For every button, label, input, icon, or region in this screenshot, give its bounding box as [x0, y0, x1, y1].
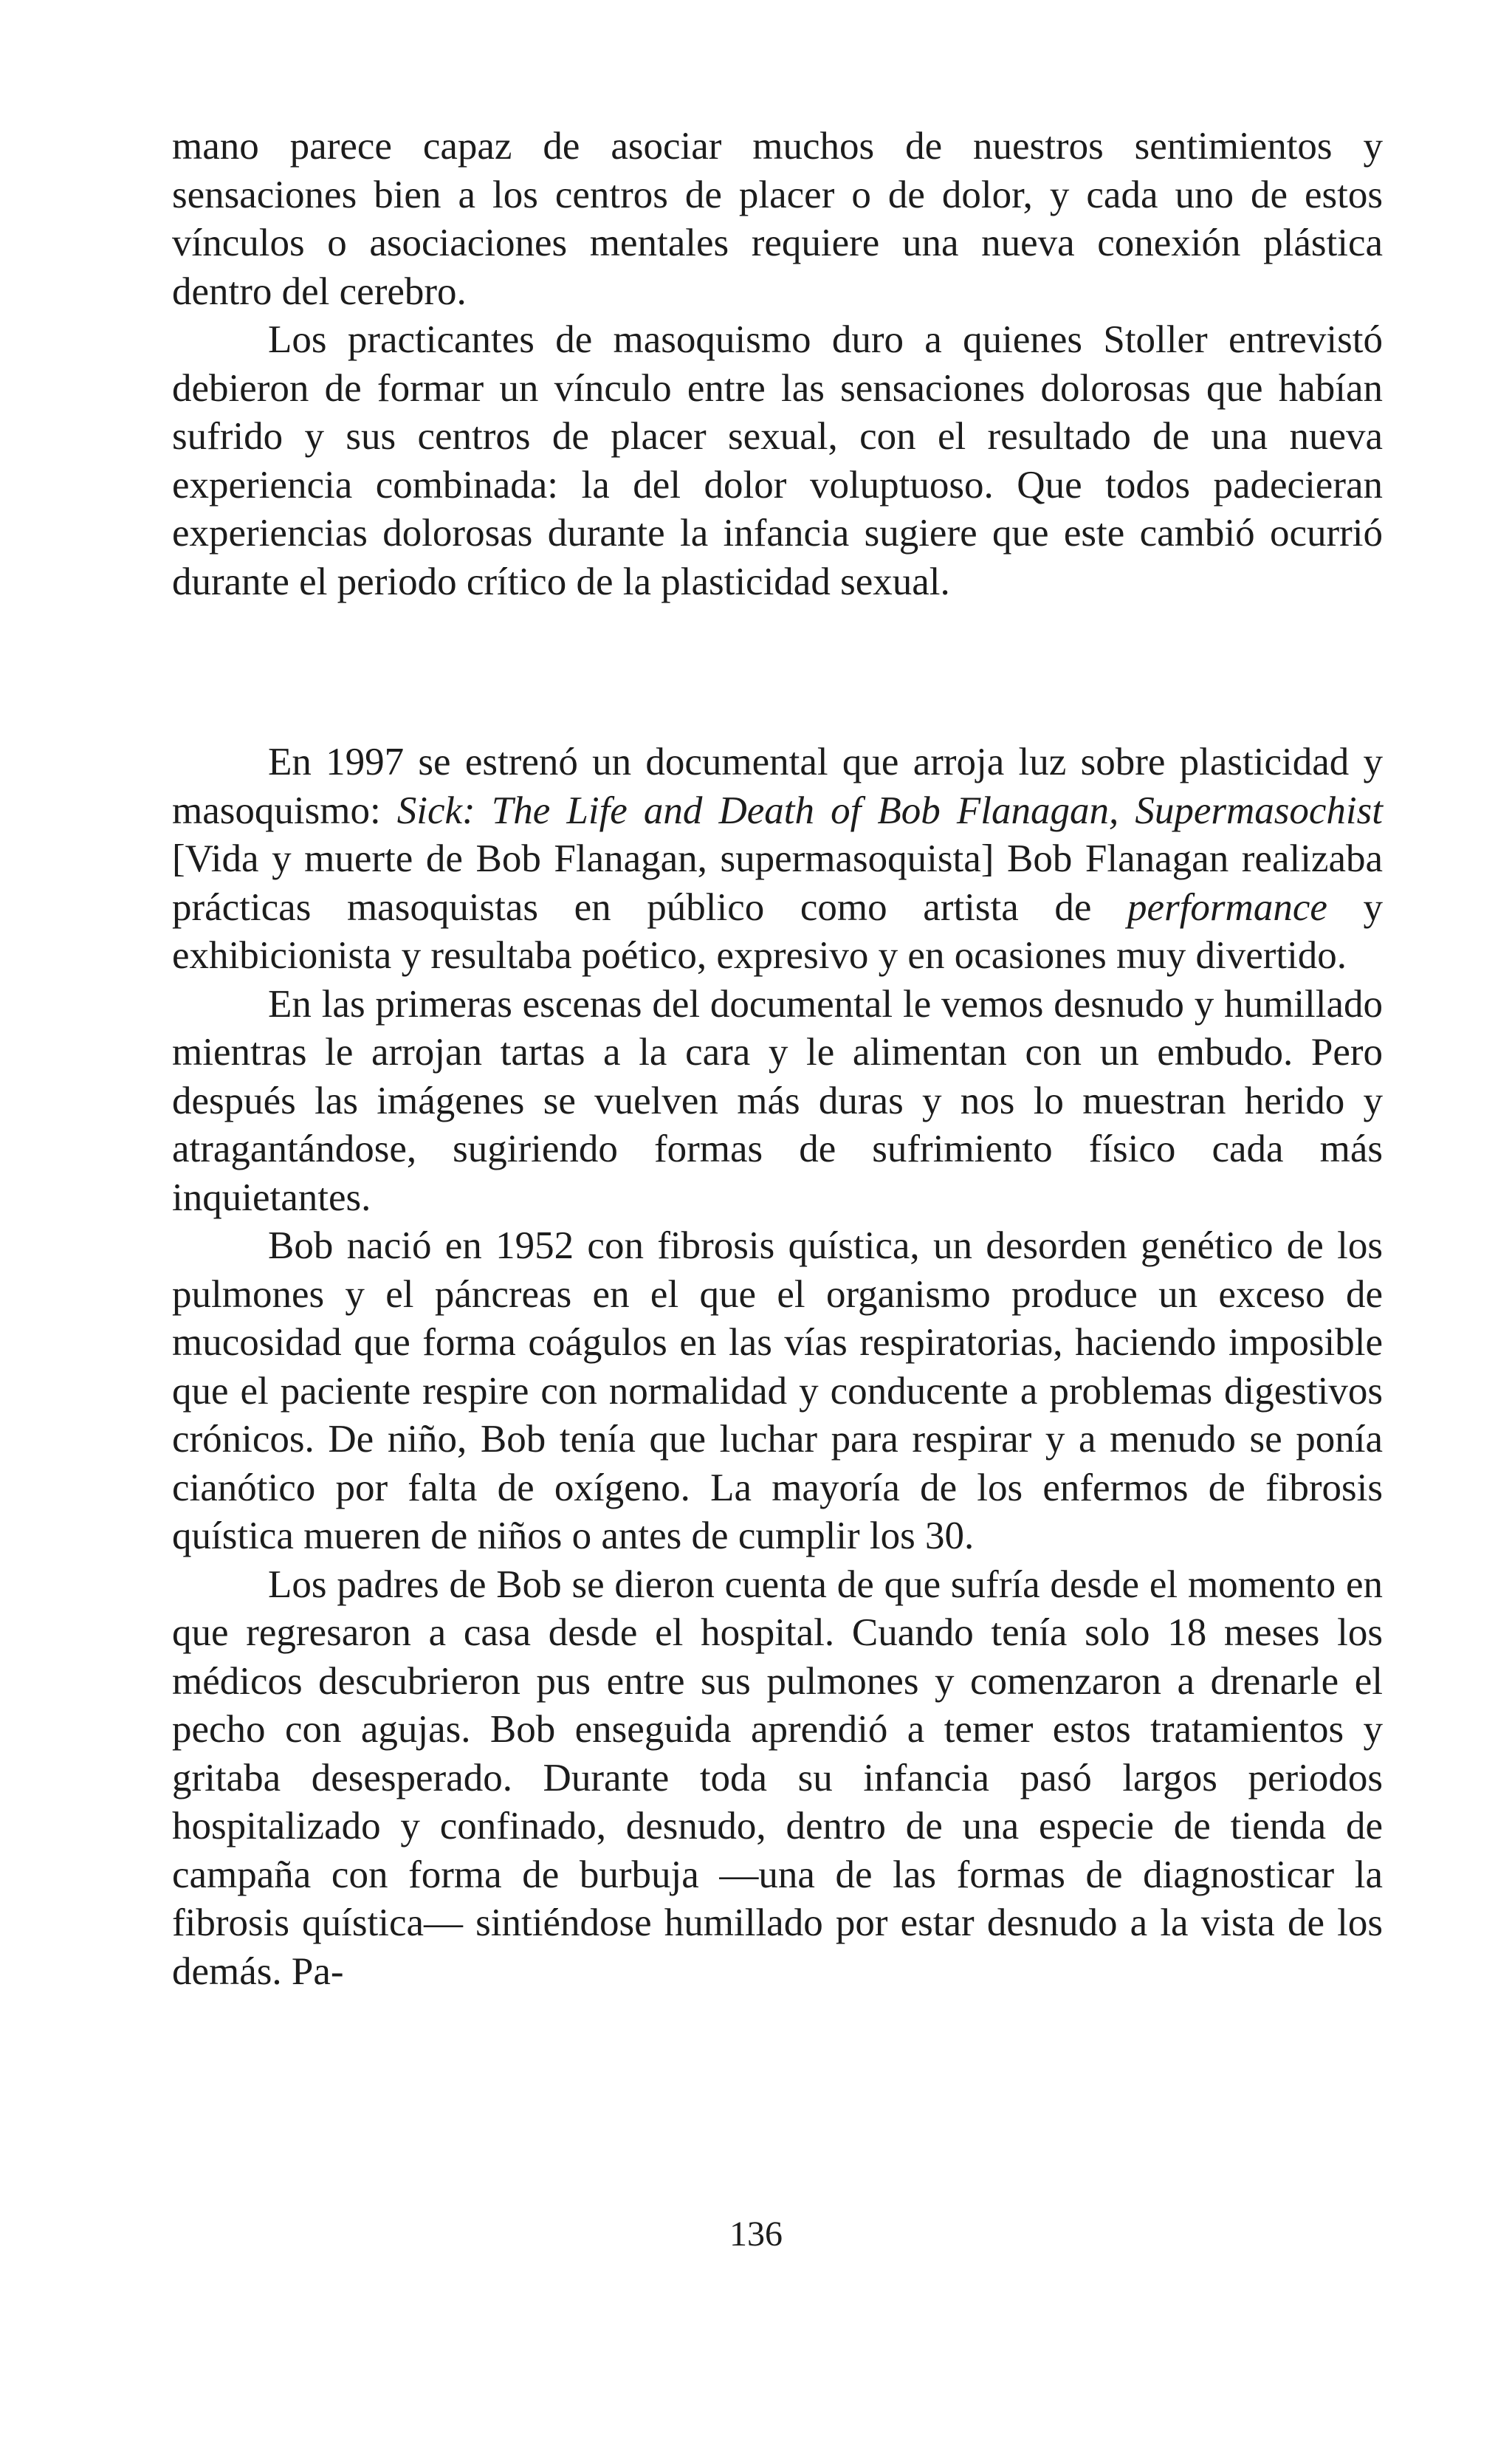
text-block-top: [172, 123, 1383, 606]
paragraph-documentary-part1: En 1997 se estrenó un documental que arroja luz sobre plasticidad y masoquismo:: [172, 741, 1383, 832]
paragraph-documentary-part3: y exhibicionista y resultaba poético, expresivo y en ocasiones muy divertido.: [172, 885, 1383, 977]
paragraph-documentary: [172, 738, 1383, 981]
text-block-bottom: [172, 738, 1383, 1996]
paragraph-bob-parents: Los padres de Bob se dieron cuenta de que sufría desde el momento en que regresaron a casa desde el hospital. Cuando tenía solo 18 meses los médicos descubrieron pus entre sus pulmones y comenzaron a drenarle el pecho con agujas. Bob enseguida aprendió a temer estos tratamientos y gritaba desesperado. Durante toda su infancia pasó largos periodos hospitalizado y confinado, desnudo, dentro de una especie de tienda de campaña con forma de burbuja —una de las formas de diagnosticar la fibrosis quística— sintiéndose humillado por estar desnudo a la vista de los demás. Pa-: [172, 1562, 1383, 1993]
paragraph-stoller: Los practicantes de masoquismo duro a quienes Stoller entrevistó debieron de formar un vínculo entre las sensaciones dolorosas que habían sufrido y sus centros de placer sexual, con el resultado de una nueva experiencia combinada: la del dolor voluptuoso. Que todos padecieran experiencias dolorosas durante la infancia sugiere que este cambió ocurrió durante el periodo crítico de la plasticidad sexual.: [172, 318, 1383, 603]
documentary-title: Sick: The Life and Death of Bob Flanagan, Supermasochist: [396, 789, 1383, 832]
paragraph-continuation: mano parece capaz de asociar muchos de nuestros sentimientos y sensaciones bien a los centros de placer o de dolor, y cada uno de estos vínculos o asociaciones mentales requiere una nueva conexión plástica dentro del cerebro.: [172, 125, 1383, 313]
paragraph-bob-birth: Bob nació en 1952 con fibrosis quística, un desorden genético de los pulmones y el páncreas en el que el organismo produce un exceso de mucosidad que forma coágulos en las vías respiratorias, haciendo imposible que el paciente respire con normalidad y conducente a problemas digestivos crónicos. De niño, Bob tenía que luchar para respirar y a menudo se ponía cianótico por falta de oxígeno. La mayoría de los enfermos de fibrosis quística mueren de niños o antes de cumplir los 30.: [172, 1224, 1383, 1557]
page-number: 136: [729, 2214, 783, 2254]
performance-term: performance: [1127, 885, 1327, 929]
paragraph-documentary-part2: [Vida y muerte de Bob Flanagan, supermasoquista] Bob Flanagan realizaba prácticas masoquistas en público como artista de: [172, 837, 1383, 929]
paragraph-first-scenes: En las primeras escenas del documental le vemos desnudo y humillado mientras le arrojan tartas a la cara y le alimentan con un embudo. Pero después las imágenes se vuelven más duras y nos lo muestran herido y atragantándose, sugiriendo formas de sufrimiento físico cada más inquietantes.: [172, 982, 1383, 1219]
